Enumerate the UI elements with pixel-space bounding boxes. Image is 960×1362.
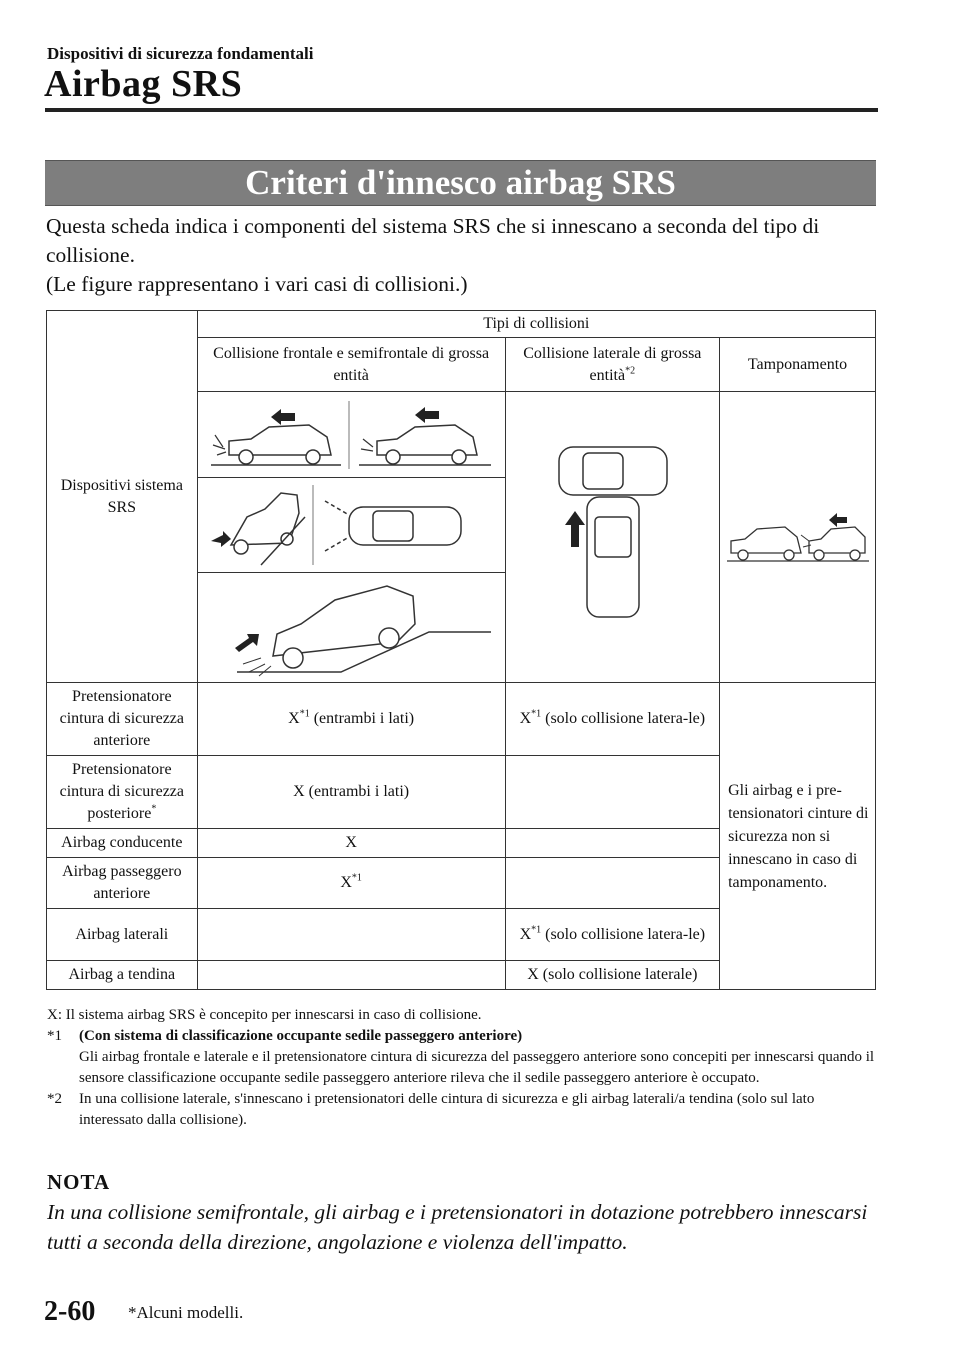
side-cell: $X^{*1}$ (solo collisione latera-le) [505, 683, 719, 756]
frontal-cell [197, 961, 505, 990]
side-cell [505, 858, 719, 909]
car-frontal-impact-icon [211, 425, 341, 465]
page-title: Airbag SRS [44, 63, 243, 105]
car-ramp-impact-icon [237, 586, 491, 672]
side-collision-figure [505, 392, 719, 683]
frontal-cell [197, 909, 505, 961]
intro-text [46, 212, 876, 299]
nota-heading: NOTA [47, 1170, 111, 1194]
ramp-collision-figure [197, 573, 505, 683]
intro-paragraph-figures: (Le figure rappresentano i vari casi di collisioni.) [46, 272, 468, 296]
side-cell: $X^{*1}$ (solo collisione latera-le) [505, 909, 719, 961]
offset-collision-figure [197, 478, 505, 573]
footnote-1-body: Gli airbag frontale e laterale e il pretensionatore cintura di sicurezza del passeggero anteriore sono concepiti per innescarsi quando il sensore classificazione occupante sedile passeggero anteriore rileva che il sedile passeggero anteriore è occupato. [79, 1049, 875, 1086]
footnote-2-body: In una collisione laterale, s'innescano i pretensionatori delle cintura di sicurezza e gli airbag laterali/a tendina (solo sul lato interessato dalla collisione). [79, 1091, 815, 1128]
rear-note-cell: Gli airbag e i pre-tensionatori cinture di sicurezza non si innescano in caso di tamponamento. [720, 683, 876, 990]
footnotes [47, 1005, 877, 1131]
frontal-cell: X (entrambi i lati) [197, 756, 505, 829]
row-label: Airbag a tendina [47, 961, 198, 990]
car-rear-impact-icon [727, 527, 869, 561]
x-definition: X: Il sistema airbag SRS è concepito per innescarsi in caso di collisione. [47, 1007, 482, 1023]
footnote-1 [47, 1026, 877, 1089]
frontal-cell: $X^{*1}$ (entrambi i lati) [197, 683, 505, 756]
frontal-cell: $X^{*1}$ [197, 858, 505, 909]
col-header-frontal: Collisione frontale e semifrontale di grossa entità [197, 338, 505, 392]
car-tilted-impact-icon [231, 493, 305, 565]
frontal-cell: X [197, 829, 505, 858]
row-label: Airbag passeggero anteriore [47, 858, 198, 909]
footnote-1-mark: *1 [47, 1028, 62, 1044]
footnote-2 [47, 1089, 877, 1131]
title-divider [45, 108, 878, 112]
footnote-1-title: (Con sistema di classificazione occupante sedile passeggero anteriore) [79, 1028, 523, 1044]
car-semifrontal-impact-icon [359, 425, 491, 465]
row-label: Pretensionatore cintura di sicurezza posteriore* [47, 756, 198, 829]
rear-collision-figure [720, 392, 876, 683]
row-label: Pretensionatore cintura di sicurezza anteriore [47, 683, 198, 756]
side-cell: X (solo collisione laterale) [505, 961, 719, 990]
side-cell [505, 829, 719, 858]
row-label: Airbag laterali [47, 909, 198, 961]
frontal-collision-figure [197, 392, 505, 478]
group-header-collision-types: Tipi di collisioni [197, 311, 875, 338]
srs-deployment-table [46, 310, 876, 990]
breadcrumb: Dispositivi di sicurezza fondamentali [47, 44, 314, 63]
section-heading: Criteri d'innesco airbag SRS [45, 160, 876, 206]
col-header-side: Collisione laterale di grossa entità$^{*2}$ [505, 338, 719, 392]
side-cell [505, 756, 719, 829]
some-models-note: *Alcuni modelli. [128, 1303, 244, 1322]
page-number: 2-60 [44, 1296, 96, 1327]
car-offset-top-view-icon [325, 501, 461, 551]
row-header-devices: Dispositivi sistema SRS [47, 311, 198, 683]
nota-text: In una collisione semifrontale, gli airbag e i pretensionatori in dotazione potrebbero innescarsi tutti a seconda della direzione, angolazione e violenza dell'impatto. [47, 1200, 868, 1254]
footnote-2-mark: *2 [47, 1091, 62, 1107]
col-header-rear: Tamponamento [720, 338, 876, 392]
row-label: Airbag conducente [47, 829, 198, 858]
intro-paragraph: Questa scheda indica i componenti del sistema SRS che si innescano a seconda del tipo di collisione. [46, 214, 820, 267]
